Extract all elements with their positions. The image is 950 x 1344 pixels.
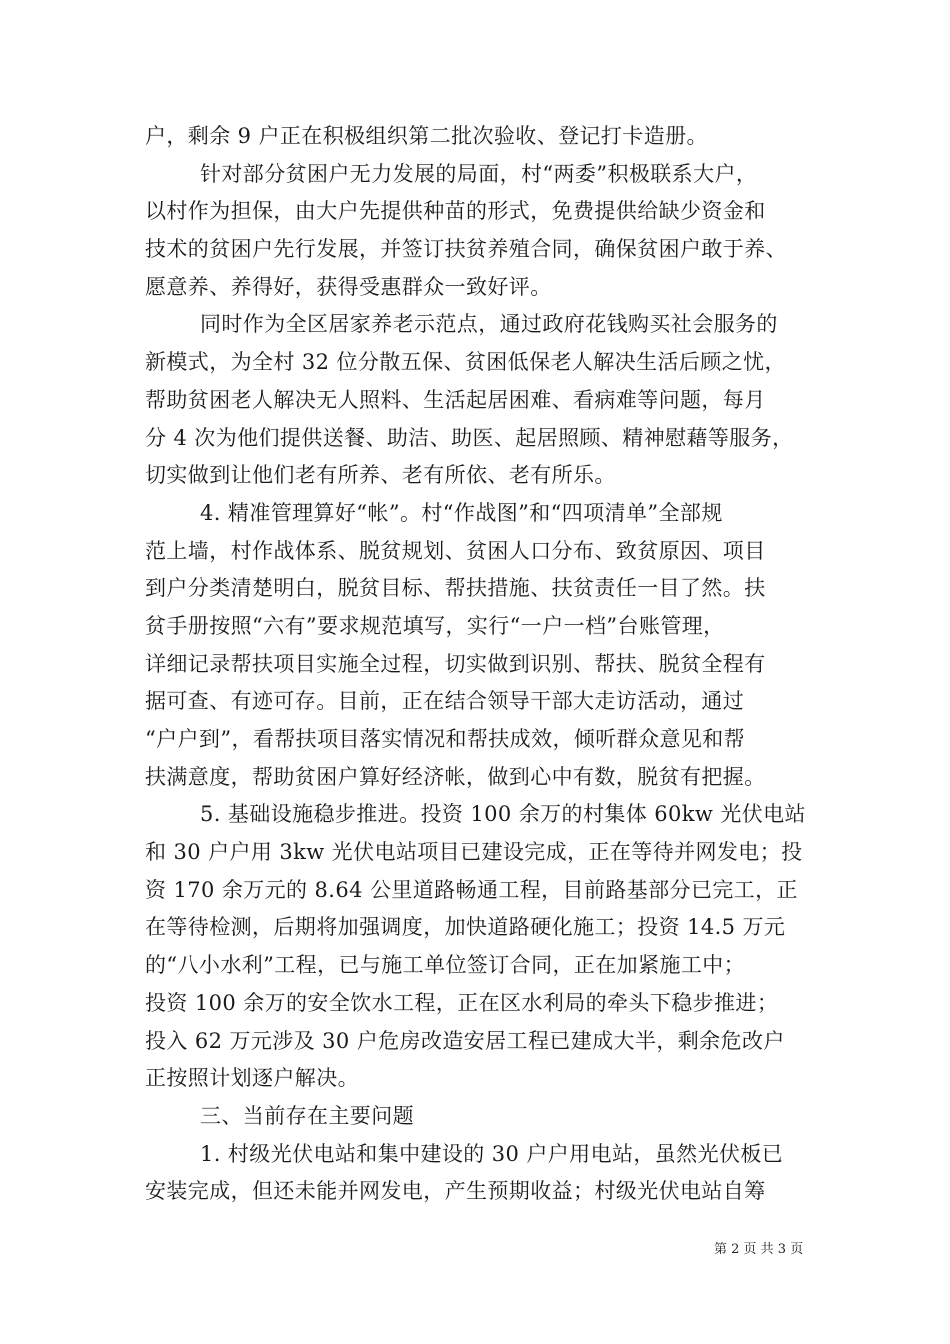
paragraph-first-line: 4. 精准管理算好“帐”。村“作战图”和“四项清单”全部规 [200,500,723,525]
text-line: 在等待检测，后期将加强调度，加快道路硬化施工；投资 14.5 万元 [145,915,786,940]
text-line: 到户分类清楚明白，脱贫目标、帮扶措施、扶贫责任一目了然。扶 [145,576,766,601]
paragraph-first-line: 5. 基础设施稳步推进。投资 100 余万的村集体 60kw 光伏电站 [200,802,806,827]
text-line: 正按照计划逐户解决。 [145,1066,359,1091]
text-line: 愿意养、养得好，获得受惠群众一致好评。 [145,274,552,299]
text-line: 投入 62 万元涉及 30 户危房改造安居工程已建成大半，剩余危改户 [145,1028,785,1053]
text-line: 扶满意度，帮助贫困户算好经济帐，做到心中有数，脱贫有把握。 [145,764,766,789]
text-line: 帮助贫困老人解决无人照料、生活起居困难、看病难等问题，每月 [145,387,766,412]
text-line: “户户到”，看帮扶项目落实情况和帮扶成效，倾听群众意见和帮 [145,727,746,751]
text-line: 技术的贫困户先行发展，并签订扶贫养殖合同，确保贫困户敢于养、 [145,237,787,262]
text-line: 贫手册按照“六有”要求规范填写，实行“一户一档”台账管理， [145,613,725,638]
paragraph-first-line: 针对部分贫困户无力发展的局面，村“两委”积极联系大户， [200,161,758,186]
body-text [145,118,825,1211]
text-line: 以村作为担保，由大户先提供种苗的形式，免费提供给缺少资金和 [145,199,766,224]
text-line: 安装完成，但还未能并网发电，产生预期收益；村级光伏电站自筹 [145,1179,766,1204]
paragraph-first-line: 1. 村级光伏电站和集中建设的 30 户户用电站，虽然光伏板已 [200,1141,784,1166]
text-line: 切实做到让他们老有所养、老有所依、老有所乐。 [145,463,616,488]
page-number-footer: 第 2 页 共 3 页 [714,1242,804,1257]
text-line: 详细记录帮扶项目实施全过程，切实做到识别、帮扶、脱贫全程有 [145,651,766,676]
paragraph-first-line: 同时作为全区居家养老示范点，通过政府花钱购买社会服务的 [200,312,778,337]
text-line: 投资 100 余万的安全饮水工程，正在区水利局的牵头下稳步推进； [145,990,779,1015]
text-line: 资 170 余万元的 8.64 公里道路畅通工程，目前路基部分已完工，正 [145,877,798,902]
text-line: 范上墙，村作战体系、脱贫规划、贫困人口分布、致贫原因、项目 [145,538,766,563]
text-line: 分 4 次为他们提供送餐、助洁、助医、起居照顾、精神慰藉等服务， [145,425,794,450]
text-line: 和 30 户户用 3kw 光伏电站项目已建设完成，正在等待并网发电；投 [145,840,803,865]
text-line: 新模式，为全村 32 位分散五保、贫困低保老人解决生活后顾之忧， [145,350,786,375]
section-heading: 三、当前存在主要问题 [200,1103,414,1128]
text-line: 户，剩余 9 户正在积极组织第二批次验收、登记打卡造册。 [145,124,708,148]
text-line: 据可查、有迹可存。目前，正在结合领导干部大走访活动，通过 [145,689,745,714]
text-line: 的“八小水利”工程，已与施工单位签订合同，正在加紧施工中； [145,953,746,978]
